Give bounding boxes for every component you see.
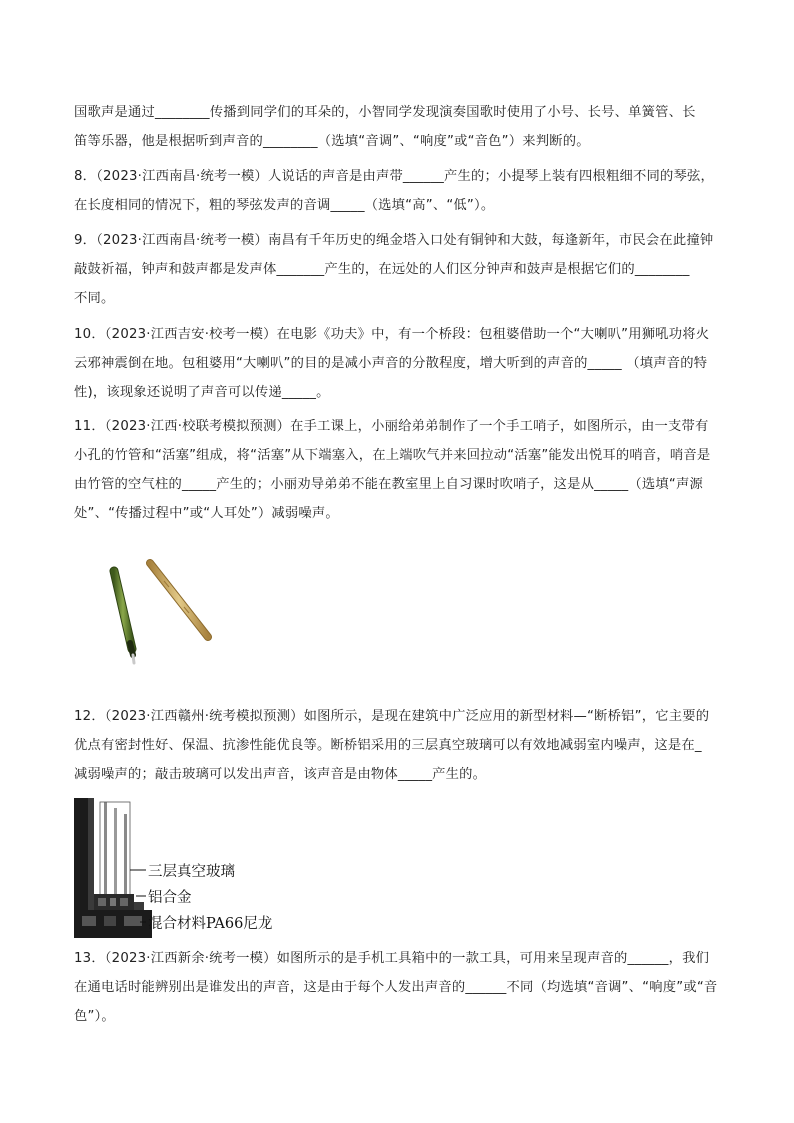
text-line: 笛等乐器，他是根据听到声音的________（选填“音调”、“响度”或“音色”）来判断的。 [74, 134, 590, 149]
text-line: 减弱噪声的；敲击玻璃可以发出声音，该声音是由物体_____产生的。 [74, 767, 487, 782]
text-line: 11．（2023·江西·校联考模拟预测）在手工课上，小丽给弟弟制作了一个手工哨子，如图所示，由一支带有 [74, 419, 709, 434]
question-7-continued [74, 98, 728, 156]
question-8 [74, 162, 728, 220]
bamboo-whistle-figure [100, 555, 230, 670]
text-line: 由竹管的空气柱的_____产生的；小丽劝导弟弟不能在教室里上自习课时吹哨子，这是从_____（选填“声源 [74, 477, 703, 492]
text-line: 性)，该现象还说明了声音可以传递_____。 [74, 385, 330, 400]
text-line: 敲鼓祈福，钟声和鼓声都是发声体_______产生的，在远处的人们区分钟声和鼓声是根据它们的________ [74, 262, 690, 277]
text-line: 在通电话时能辨别出是谁发出的声音，这是由于每个人发出声音的______不同（均选填“音调”、“响度”或“音 [74, 980, 718, 995]
window-profile-figure [74, 798, 294, 938]
text-line: 8．（2023·江西南昌·统考一模）人说话的声音是由声带______产生的；小提琴上装有四根粗细不同的琴弦， [74, 169, 714, 184]
question-9 [74, 226, 728, 313]
question-11 [74, 412, 728, 528]
text-line: 国歌声是通过________传播到同学们的耳朵的，小智同学发现演奏国歌时使用了小号、长号、单簧管、长 [74, 105, 696, 120]
text-line: 10．（2023·江西吉安·校考一模）在电影《功夫》中，有一个桥段：包租婆借助一个“大喇叭”用狮吼功将火 [74, 327, 710, 342]
text-line: 13．（2023·江西新余·统考一模）如图所示的是手机工具箱中的一款工具，可用来呈现声音的______，我们 [74, 951, 710, 966]
plunger-stick [150, 563, 208, 637]
text-line: 处”、“传播过程中”或“人耳处”）减弱噪声。 [74, 506, 339, 521]
label-aluminium-alloy: 铝合金 [148, 890, 192, 906]
text-line: 色”）。 [74, 1009, 115, 1024]
label-triple-glass: 三层真空玻璃 [148, 864, 235, 880]
aluminium-frame-illustration [74, 798, 154, 938]
label-pa66-nylon: 混合材料PA66尼龙 [148, 916, 273, 932]
text-line: 优点有密封性好、保温、抗渗性能优良等。断桥铝采用的三层真空玻璃可以有效地减弱室内噪声，这是在_ [74, 738, 702, 753]
text-line: 不同。 [74, 291, 115, 306]
question-13 [74, 944, 728, 1031]
text-line: 12．（2023·江西赣州·统考模拟预测）如图所示，是现在建筑中广泛应用的新型材料—“断桥铝”，它主要的 [74, 709, 710, 724]
text-line: 云邪神震倒在地。包租婆用“大喇叭”的目的是减小声音的分散程度，增大听到的声音的_____ （填声音的特 [74, 356, 708, 371]
text-line: 在长度相同的情况下，粗的琴弦发声的音调_____（选填“高”、“低”）。 [74, 198, 495, 213]
bamboo-tube [114, 571, 134, 663]
text-line: 9．（2023·江西南昌·统考一模）南昌有千年历史的绳金塔入口处有铜钟和大鼓，每逢新年，市民会在此撞钟 [74, 233, 714, 248]
text-line: 小孔的竹管和“活塞”组成，将“活塞”从下端塞入，在上端吹气并来回拉动“活塞”能发出悦耳的哨音，哨音是 [74, 448, 711, 463]
question-10 [74, 320, 728, 407]
question-12 [74, 702, 728, 789]
